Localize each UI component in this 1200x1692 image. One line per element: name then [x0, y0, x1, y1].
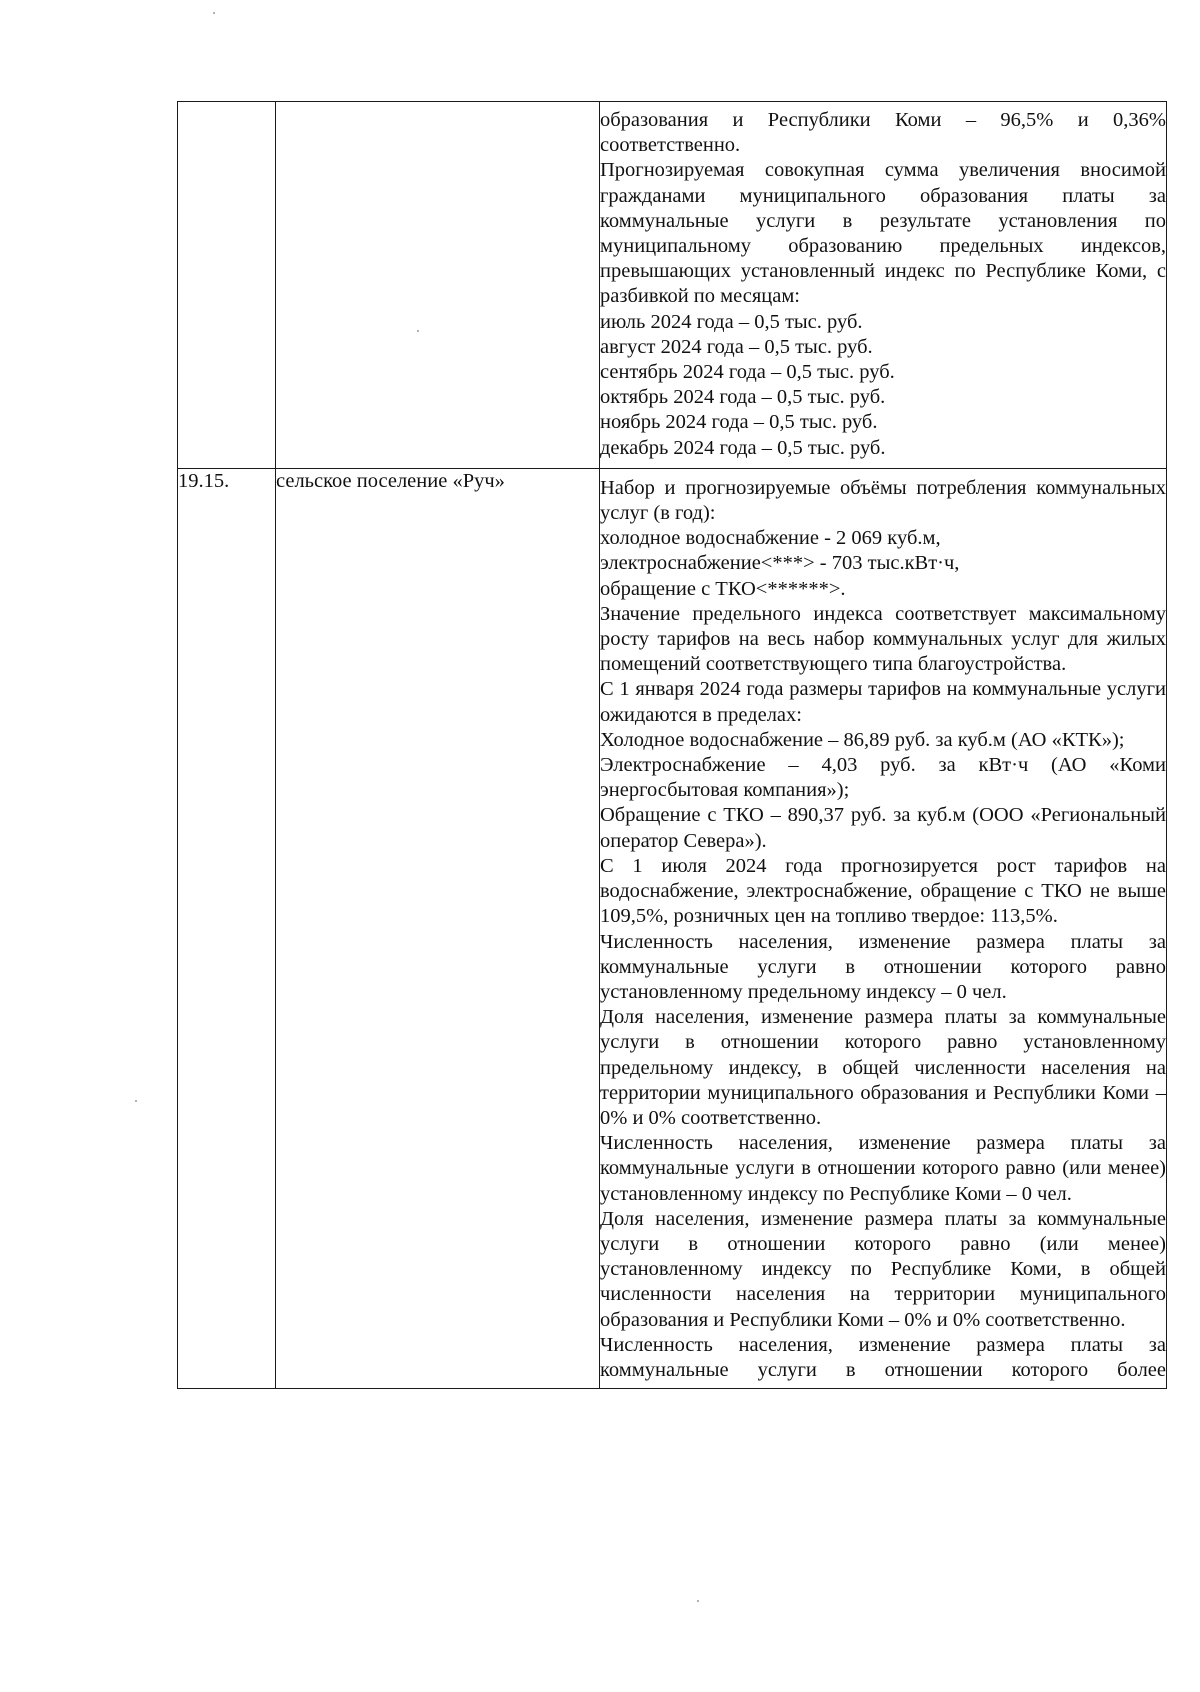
paragraph: Холодное водоснабжение – 86,89 руб. за куб.м (АО «КТК»); [600, 728, 1125, 751]
table-row [178, 102, 1167, 469]
paragraph: Электроснабжение – 4,03 руб. за кВт·ч (АО «Коми энергосбытовая компания»); [600, 754, 1166, 802]
scan-speck [135, 1100, 137, 1102]
paragraph: Доля населения, изменение размера платы за коммунальные услуги в отношении которого равно установленному предельному индексу, в общей численности населения на территории муниципального образования и Республики Коми – 0% и 0% соответственно. [600, 1006, 1166, 1129]
paragraph: обращение с ТКО<******>. [600, 577, 846, 600]
municipality-name-cell [276, 102, 600, 469]
paragraph: июль 2024 года – 0,5 тыс. руб. [600, 310, 863, 333]
description-cell [600, 468, 1167, 1388]
paragraph: декабрь 2024 года – 0,5 тыс. руб. [600, 436, 886, 459]
paragraph: Доля населения, изменение размера платы за коммунальные услуги в отношении которого равно (или менее) установленному индексу по Республике Коми, в общей численности населения на территории муниципального образования и Республики Коми – 0% и 0% соответственно. [600, 1207, 1166, 1331]
paragraph: ноябрь 2024 года – 0,5 тыс. руб. [600, 411, 878, 434]
paragraph: Обращение с ТКО – 890,37 руб. за куб.м (ООО «Региональный оператор Севера»). [600, 804, 1166, 852]
paragraph: август 2024 года – 0,5 тыс. руб. [600, 335, 873, 358]
scan-speck [697, 1600, 699, 1602]
row-number-cell: 19.15. [178, 468, 276, 1388]
paragraph: образования и Республики Коми – 96,5% и 0,36% соответственно. [600, 109, 1166, 157]
paragraph: Значение предельного индекса соответствует максимальному росту тарифов на весь набор коммунальных услуг для жилых помещений соответствующего типа благоустройства. [600, 602, 1166, 676]
paragraph: Численность населения, изменение размера платы за коммунальные услуги в отношении которого равно установленному предельному индексу – 0 чел. [600, 930, 1166, 1003]
paragraph: Прогнозируемая совокупная сумма увеличения вносимой гражданами муниципального образования платы за коммунальные услуги в результате установления по муниципальному образованию предельных индексов, превышающих установленный индекс по Республике Коми, с разбивкой по месяцам: [600, 159, 1166, 308]
paragraph: октябрь 2024 года – 0,5 тыс. руб. [600, 386, 886, 409]
paragraph: С 1 июля 2024 года прогнозируется рост тарифов на водоснабжение, электроснабжение, обращение с ТКО не выше 109,5%, розничных цен на топливо твердое: 113,5%. [600, 854, 1166, 928]
paragraph: Набор и прогнозируемые объёмы потребления коммунальных услуг (в год): [600, 476, 1166, 525]
paragraph: сентябрь 2024 года – 0,5 тыс. руб. [600, 361, 895, 384]
municipality-name-cell: сельское поселение «Руч» [276, 468, 600, 1388]
paragraph: С 1 января 2024 года размеры тарифов на коммунальные услуги ожидаются в пределах: [600, 678, 1166, 726]
scan-speck [213, 12, 215, 14]
paragraph: Численность населения, изменение размера платы за коммунальные услуги в отношении которого равно (или менее) установленному индексу по Республике Коми – 0 чел. [600, 1132, 1166, 1205]
paragraph: холодное водоснабжение - 2 069 куб.м, [600, 527, 941, 550]
tariff-table [177, 101, 1167, 1389]
description-cell [600, 102, 1167, 469]
paragraph: Численность населения, изменение размера платы за коммунальные услуги в отношении которого более [600, 1333, 1166, 1381]
row-number-cell [178, 102, 276, 469]
paragraph: электроснабжение<***> - 703 тыс.кВт·ч, [600, 552, 960, 575]
table-row [178, 468, 1167, 1388]
